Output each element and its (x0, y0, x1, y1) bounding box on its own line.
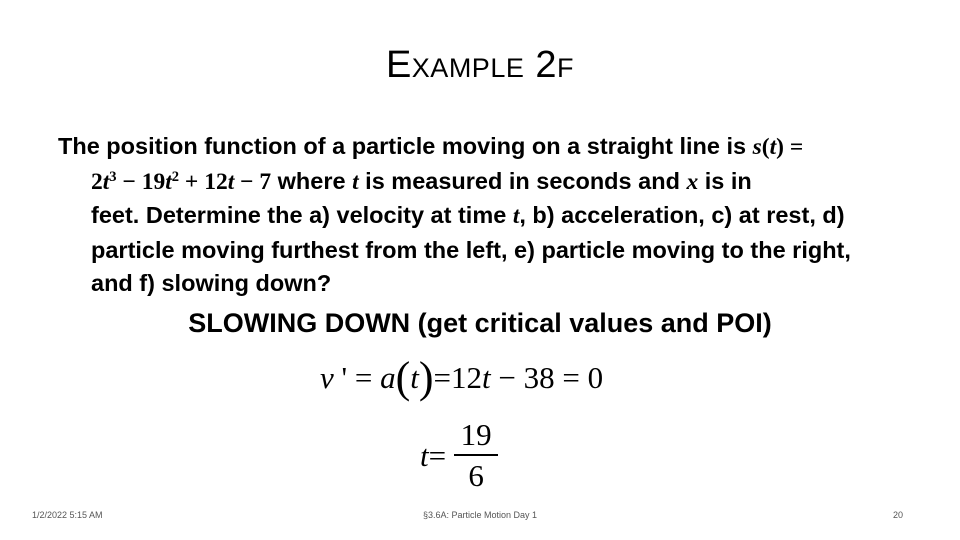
slide-title: Example 2f (385, 44, 575, 86)
problem-text: The position function of a particle moving on a straight line is (58, 133, 753, 159)
math-plus: + (179, 168, 205, 195)
math-exp-2: 2 (171, 168, 180, 185)
eq-paren-open: ( (395, 353, 411, 402)
problem-text: , b) acceleration, c) at rest, d) (519, 202, 845, 228)
math-t: t (769, 134, 777, 160)
math-paren-open: ( (761, 134, 770, 160)
eq-prime-equals: ' = (333, 360, 381, 395)
math-s: s (752, 134, 762, 160)
math-t: t (352, 168, 359, 195)
fraction-numerator: 19 (460, 417, 492, 452)
fraction-denominator: 6 (468, 458, 484, 493)
eq-t: t (482, 360, 491, 395)
problem-text: is measured in seconds and (358, 167, 687, 194)
section-subheading: SLOWING DOWN (get critical values and POI) (188, 308, 772, 338)
math-coef-12: 12 (204, 168, 228, 195)
math-minus: − (116, 168, 142, 195)
footer-date: 1/2/2022 5:15 AM (32, 510, 103, 520)
math-t: t (102, 168, 110, 195)
math-equals: = (783, 134, 804, 160)
math-x: x (686, 168, 699, 195)
problem-text: is in (698, 167, 752, 194)
footer-page-number: 20 (892, 510, 903, 520)
eq-rhs-12: =12 (433, 360, 483, 395)
eq-equals: = (428, 438, 447, 473)
eq-t: t (420, 438, 429, 473)
math-coef-2: 2 (91, 168, 103, 195)
math-paren-close: ) (776, 134, 784, 160)
eq-a: a (380, 360, 396, 395)
math-coef-19: 19 (141, 168, 166, 195)
problem-line-2 (58, 165, 903, 200)
math-t: t (165, 168, 172, 195)
problem-line-5: and f) slowing down? (91, 270, 332, 296)
problem-line-1 (58, 130, 903, 165)
eq-t: t (410, 360, 419, 395)
eq-paren-close: ) (418, 353, 434, 402)
problem-text: where (271, 167, 353, 194)
fraction (454, 416, 498, 496)
problem-text: feet. Determine the a) velocity at time (91, 202, 513, 228)
problem-statement (58, 130, 903, 301)
math-t: t (227, 168, 235, 195)
problem-line-3 (58, 199, 903, 234)
math-t: t (512, 203, 520, 229)
eq-v: v (320, 360, 334, 395)
math-exp-3: 3 (109, 168, 117, 185)
footer-section: §3.6A: Particle Motion Day 1 (422, 510, 538, 520)
equation-solution (420, 416, 498, 496)
problem-line-4: particle moving furthest from the left, e) particle moving to the right, (91, 236, 851, 263)
equation-acceleration (320, 352, 603, 403)
eq-rhs-rest: − 38 = 0 (490, 360, 604, 395)
math-minus-7: − 7 (234, 168, 272, 195)
